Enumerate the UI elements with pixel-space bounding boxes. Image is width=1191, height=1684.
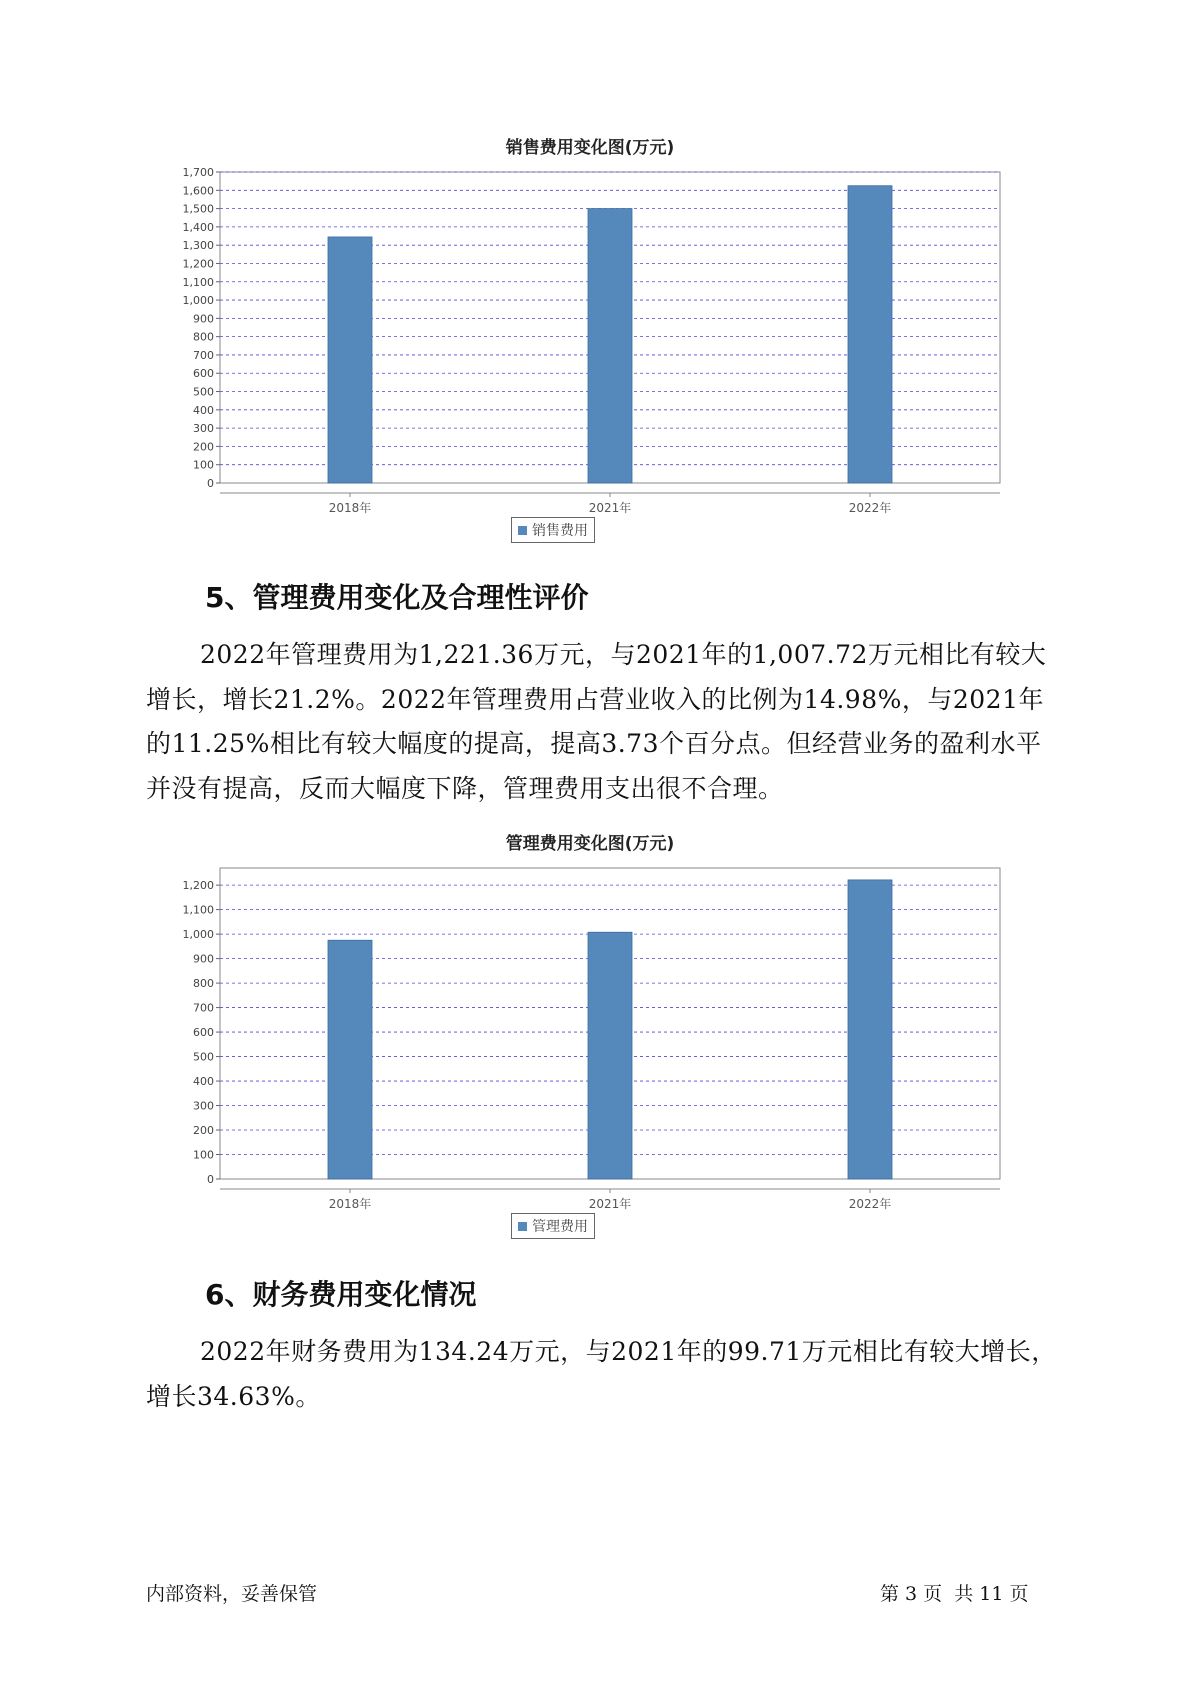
- x-tick-label: 2021年: [588, 1197, 632, 1211]
- y-tick-label: 800: [193, 330, 214, 344]
- y-tick-label: 1,100: [182, 903, 214, 917]
- y-tick-label: 800: [193, 977, 214, 991]
- admin-expense-chart: [150, 826, 1030, 1246]
- y-tick-label: 1,000: [182, 294, 214, 308]
- y-tick-label: 600: [193, 367, 214, 381]
- y-tick-label: 1,200: [182, 879, 214, 893]
- y-tick-label: 1,500: [182, 202, 214, 216]
- sales-expense-chart: [150, 130, 1030, 550]
- y-tick-label: 300: [193, 1099, 214, 1113]
- y-tick-label: 900: [193, 952, 214, 966]
- y-tick-label: 1,100: [182, 275, 214, 289]
- y-tick-label: 300: [193, 422, 214, 436]
- footer-confidential-note: 内部资料，妥善保管: [146, 1583, 318, 1605]
- y-tick-label: 1,000: [182, 928, 214, 942]
- y-tick-label: 0: [207, 477, 214, 490]
- bar: [848, 880, 892, 1179]
- bar: [848, 186, 892, 483]
- bar: [328, 237, 372, 483]
- chart-legend: [511, 1213, 595, 1239]
- bar: [588, 932, 632, 1179]
- y-tick-label: 400: [193, 403, 214, 417]
- section-6-paragraph: 2022年财务费用为134.24万元，与2021年的99.71万元相比有较大增长，增长34.63%。: [146, 1337, 1057, 1411]
- x-tick-label: 2018年: [328, 501, 372, 515]
- bar: [588, 209, 632, 483]
- x-tick-label: 2018年: [328, 1197, 372, 1211]
- y-tick-label: 1,400: [182, 220, 214, 234]
- y-tick-label: 500: [193, 385, 214, 399]
- y-tick-label: 100: [193, 458, 214, 472]
- chart-title: 销售费用变化图(万元): [505, 138, 675, 158]
- y-tick-label: 700: [193, 1001, 214, 1015]
- y-tick-label: 200: [193, 440, 214, 454]
- y-tick-label: 1,600: [182, 184, 214, 198]
- y-tick-label: 200: [193, 1124, 214, 1138]
- legend-swatch: [518, 526, 527, 535]
- bar: [328, 940, 372, 1179]
- chart-plot: [150, 166, 1030, 546]
- y-tick-label: 600: [193, 1026, 214, 1040]
- y-tick-label: 1,200: [182, 257, 214, 271]
- x-tick-label: 2021年: [588, 501, 632, 515]
- y-tick-label: 500: [193, 1050, 214, 1064]
- y-tick-label: 100: [193, 1148, 214, 1162]
- section-6-heading: 6、财务费用变化情况: [205, 1278, 477, 1311]
- x-tick-label: 2022年: [848, 1197, 892, 1211]
- y-tick-label: 900: [193, 312, 214, 326]
- x-tick-label: 2022年: [848, 501, 892, 515]
- footer-page-number: 第 3 页 共 11 页: [880, 1583, 1029, 1605]
- y-tick-label: 700: [193, 348, 214, 362]
- legend-label: 销售费用: [532, 523, 588, 539]
- y-tick-label: 400: [193, 1075, 214, 1089]
- y-tick-label: 0: [207, 1173, 214, 1186]
- section-5-paragraph: 2022年管理费用为1,221.36万元，与2021年的1,007.72万元相比有较大增长，增长21.2%。2022年管理费用占营业收入的比例为14.98%，与2021年的11.25%相比有较大幅度的提高，提高3.73个百分点。但经营业务的盈利水平并没有提高，反而大幅度下降，管理费用支出很不合理。: [146, 640, 1047, 803]
- chart-plot: [150, 862, 1030, 1242]
- y-tick-label: 1,700: [182, 166, 214, 179]
- chart-legend: [511, 517, 595, 543]
- legend-swatch: [518, 1222, 527, 1231]
- chart-title: 管理费用变化图(万元): [505, 834, 675, 854]
- section-5-heading: 5、管理费用变化及合理性评价: [205, 581, 589, 614]
- legend-label: 管理费用: [532, 1219, 588, 1235]
- y-tick-label: 1,300: [182, 239, 214, 253]
